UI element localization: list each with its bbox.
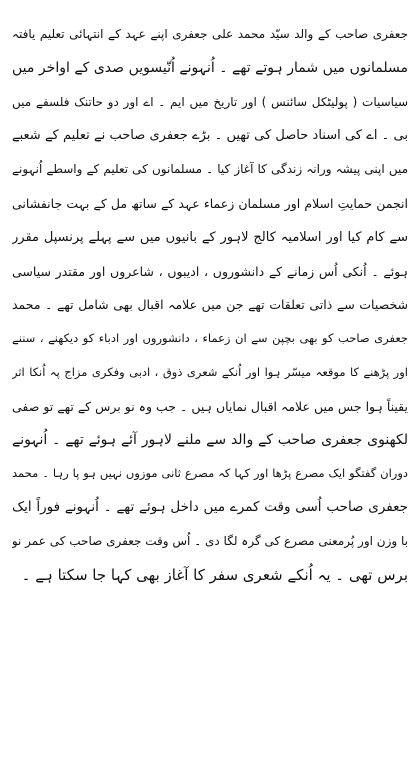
text-line: سے کام کیا اور اسلامیہ کالج لاہور کے بانیوں میں سے پہلے پرنسپل مقرر: [12, 229, 408, 245]
text-line: جعفری صاحب کے والد سیّد محمد علی جعفری اپنے عہد کے انتہائی تعلیم یافتہ: [12, 27, 408, 41]
text-line: مسلمانوں میں شمار ہوتے تھے ۔ اُنہونے اُنّیسویں صدی کے اواخر میں: [12, 59, 408, 76]
text-line: انجمن حمایتِ اسلام اور مسلمان زعماء عہد کے ساتھ مل کے بہت جانفشانی: [12, 195, 408, 211]
text-line: با وزن اور پُرمعنی مصرع کی گرہ لگا دی ۔ اُس وقت جعفری صاحب کی عمر نو: [12, 533, 408, 548]
text-line: برس تھی ۔ یہ اُنکے شعری سفر کا آغاز بھی کہا جا سکتا ہے ۔: [21, 565, 408, 584]
text-line: لکھنوی جعفری صاحب کے والد سے ملنے لاہور آئے ہوئے تھے ۔ اُنہونے: [12, 431, 408, 448]
text-line: یقیناً ہوا جس میں علامہ اقبال نمایاں ہیں ۔ جب وہ نو برس کے تھے تو صفی: [12, 398, 408, 414]
text-line: ہوئے ۔ اُنکی اُس زمانے کے دانشوروں ، ادیبوں ، شاعروں اور مقتدر سیاسی: [12, 263, 408, 279]
text-line: میں اپنی پیشہ ورانہ زندگی کا آغاز کیا ۔ مسلمانوں کی تعلیم کے واسطے اُنہونے: [12, 162, 408, 177]
text-line: جعفری صاحب اُسی وقت کمرے میں داخل ہوئے تھے ۔ اُنہونے فوراً ایک: [12, 499, 408, 516]
text-line: سیاسیات ( پولیٹکل سائنس ) اور تاریخ میں ایم ۔ اے اور دو حاتنک فلسفے میں: [12, 94, 408, 109]
text-line: دوران گفتگو ایک مصرع پڑھا اور کہا کہ مصرع ثانی موزوں نہیں ہو پا رہا ۔ محمد: [12, 466, 408, 481]
text-line: بی ۔ اے کی اسناد حاصل کی تھیں ۔ بڑے جعفری صاحب نے تعلیم کے شعبے: [12, 128, 408, 144]
text-line: شخصیات سے ذاتی تعلقات تھے جن میں علامہ اقبال بھی شامل تھے ۔ محمد: [12, 297, 408, 313]
text-line: اور پڑھنے کا موقعہ میسّر ہوا اور اُنکے شعری ذوق ، ادبی وفکری مزاج پہ اُنکا اثر: [12, 364, 408, 379]
text-line: جعفری صاحب کو بھی بچپن سے ان زعماء ، دانشوروں اور ادباء کو دیکھنے ، سننے: [12, 331, 408, 346]
paragraph: [12, 18, 408, 593]
